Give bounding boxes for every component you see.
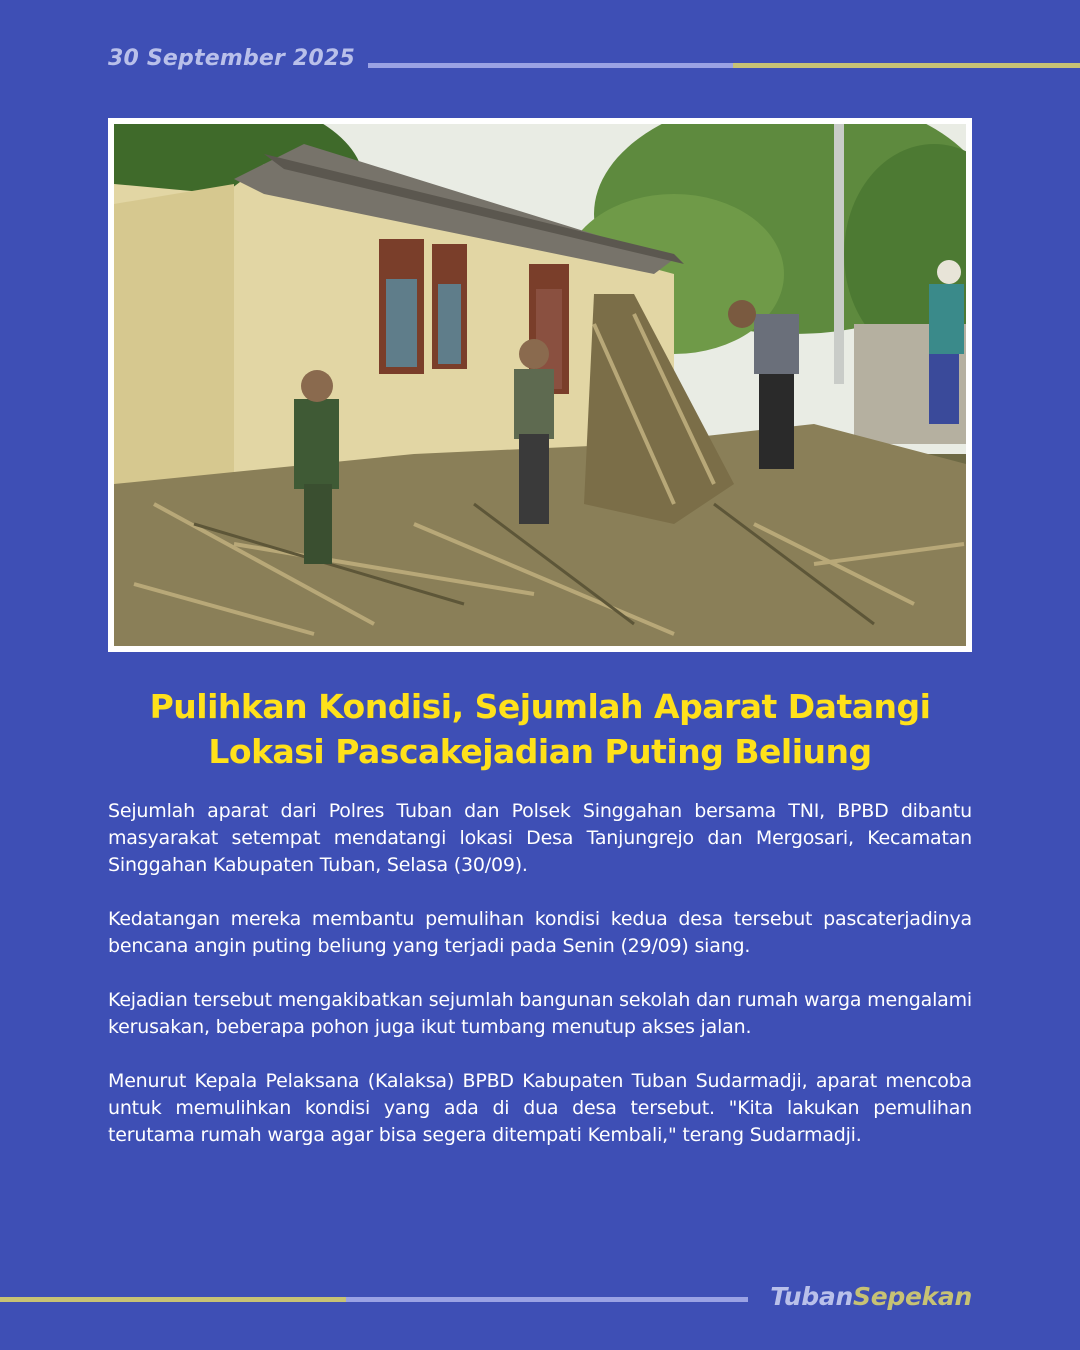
- article-paragraph: Menurut Kepala Pelaksana (Kalaksa) BPBD Kabupaten Tuban Sudarmadji, aparat mencoba untuk memulihkan kondisi yang ada di dua desa tersebut. "Kita lakukan pemulihan terutama rumah warga agar bisa segera ditempati Kembali," terang Sudarmadji.: [108, 1070, 972, 1146]
- news-photo: [114, 124, 966, 646]
- footer-divider-gold: [0, 1297, 346, 1302]
- article-paragraph: Kedatangan mereka membantu pemulihan kondisi kedua desa tersebut pascaterjadinya bencana angin puting beliung yang terjadi pada Senin (29/09) siang.: [108, 908, 972, 957]
- brand-part-1: Tuban: [770, 1282, 853, 1311]
- article-body: [108, 798, 972, 1176]
- post-date: 30 September 2025: [108, 46, 355, 71]
- footer-divider: [0, 1297, 748, 1302]
- footer-divider-lavender: [346, 1297, 748, 1302]
- header-divider-lavender: [368, 63, 733, 68]
- header-divider-gold: [733, 63, 1080, 68]
- headline-line-1: Pulihkan Kondisi, Sejumlah Aparat Datangi: [149, 687, 931, 726]
- article-headline: [80, 684, 1000, 774]
- brand-logo-text: [770, 1282, 972, 1311]
- article-paragraph: Kejadian tersebut mengakibatkan sejumlah bangunan sekolah dan rumah warga mengalami kerusakan, beberapa pohon juga ikut tumbang menutup akses jalan.: [108, 989, 972, 1038]
- brand-part-2: Sepekan: [852, 1282, 972, 1311]
- headline-line-2: Lokasi Pascakejadian Puting Beliung: [208, 732, 872, 771]
- article-paragraph: Sejumlah aparat dari Polres Tuban dan Polsek Singgahan bersama TNI, BPBD dibantu masyarakat setempat mendatangi lokasi Desa Tanjungrejo dan Mergosari, Kecamatan Singgahan Kabupaten Tuban, Selasa (30/09).: [108, 800, 972, 876]
- header-divider: [368, 63, 1080, 68]
- photo-frame: [108, 118, 972, 652]
